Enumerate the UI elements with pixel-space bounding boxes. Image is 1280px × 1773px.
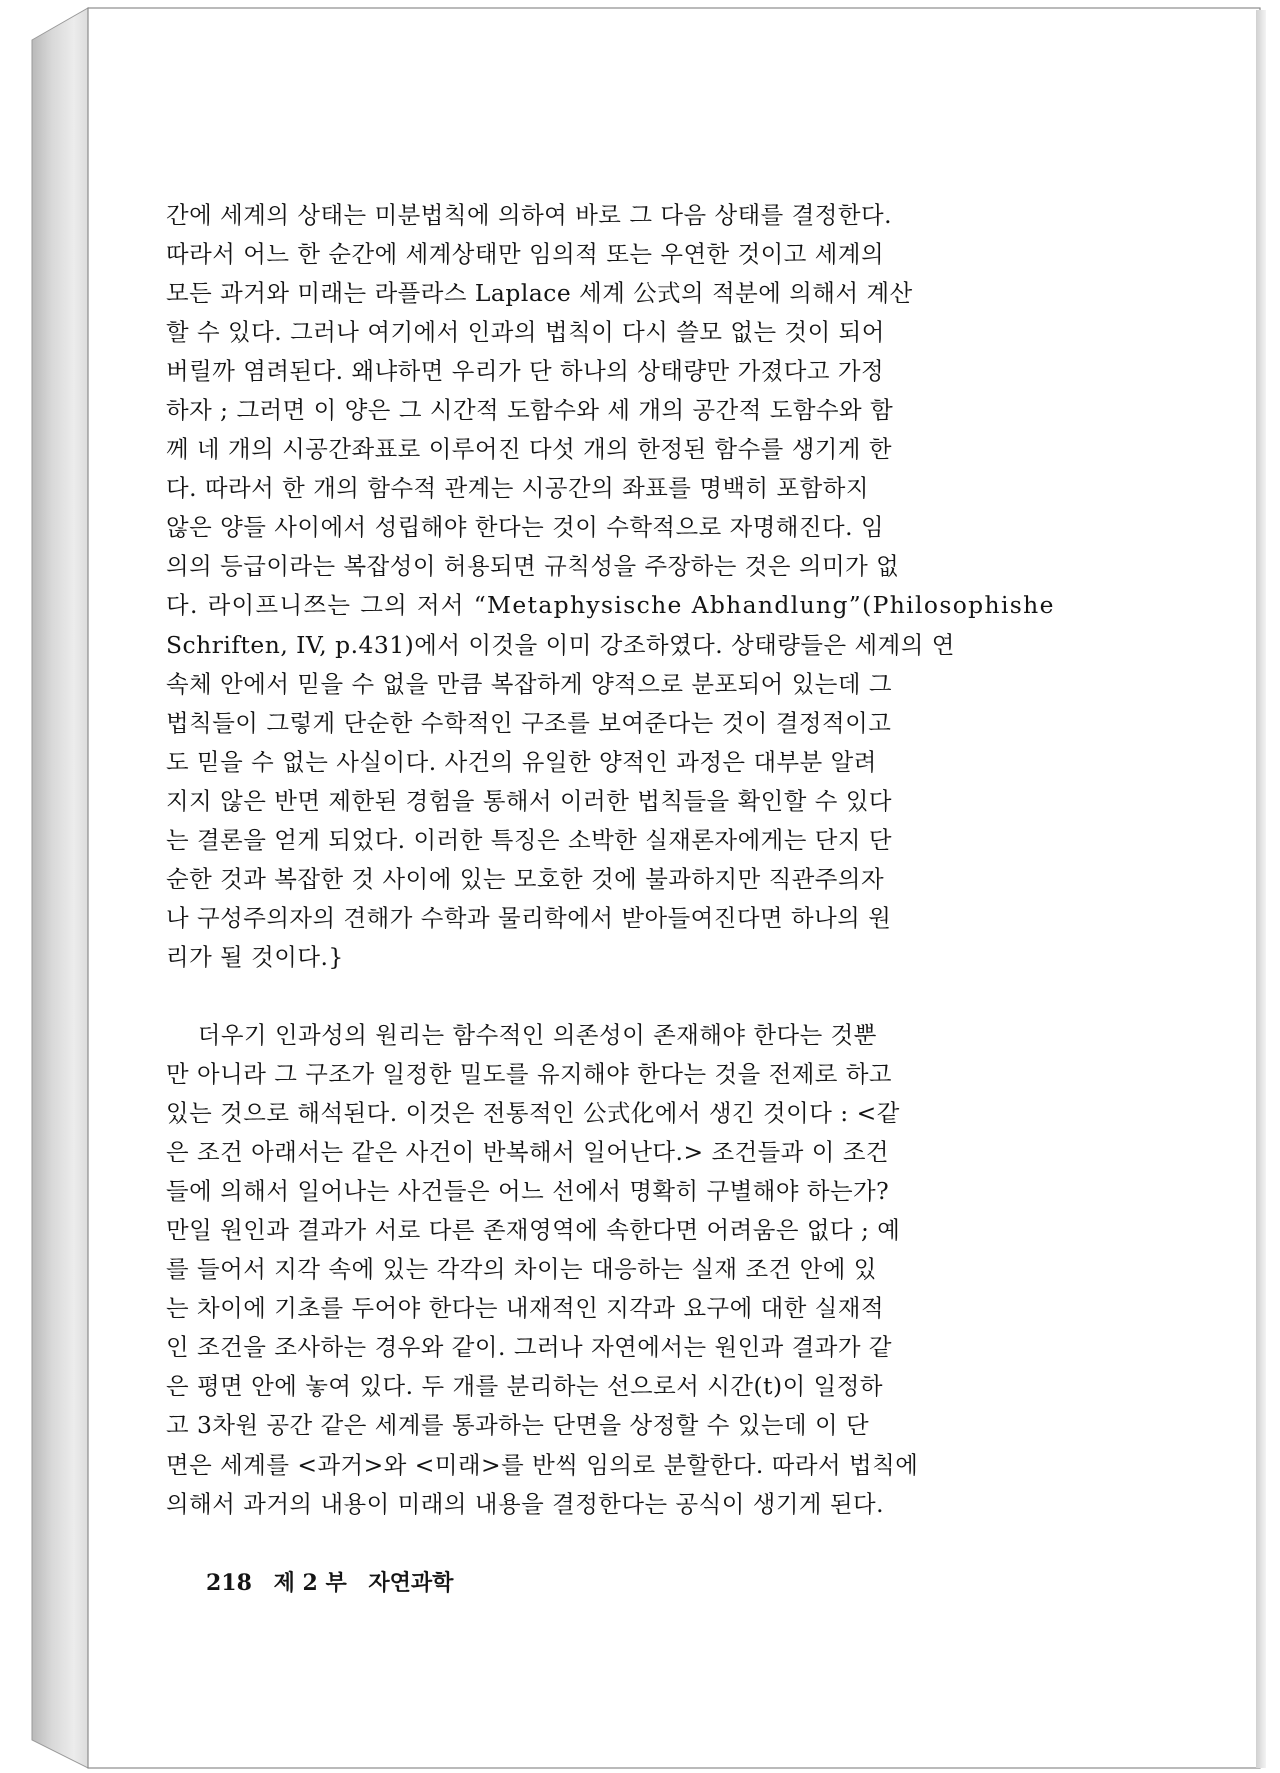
text-line: 있는 것으로 해석된다. 이것은 전통적인 公式化에서 생긴 것이다 : <같 — [166, 1099, 900, 1128]
text-line: 할 수 있다. 그러나 여기에서 인과의 법칙이 다시 쓸모 없는 것이 되어 — [166, 318, 885, 347]
text-line: 의해서 과거의 내용이 미래의 내용을 결정한다는 공식이 생기게 된다. — [166, 1489, 885, 1518]
paragraph-gap — [166, 977, 1054, 1016]
text-line: 도 믿을 수 없는 사실이다. 사건의 유일한 양적인 과정은 대부분 알려 — [166, 747, 877, 776]
text-line: 를 들어서 지각 속에 있는 각각의 차이는 대응하는 실재 조건 안에 있 — [166, 1255, 877, 1284]
part-label: 제 2 부 — [273, 1570, 347, 1596]
text-line: 리가 될 것이다.} — [166, 942, 344, 971]
paragraph-1 — [166, 196, 1054, 977]
text-line: 만 아니라 그 구조가 일정한 밀도를 유지해야 한다는 것을 전제로 하고 — [166, 1060, 893, 1089]
text-line: 들에 의해서 일어나는 사건들은 어느 선에서 명확히 구별해야 하는가? — [166, 1177, 890, 1206]
text-line: 지지 않은 반면 제한된 경험을 통해서 이러한 법칙들을 확인할 수 있다 — [166, 786, 893, 815]
text-line: 다. 따라서 한 개의 함수적 관계는 시공간의 좌표를 명백히 포함하지 — [166, 474, 869, 503]
text-line: 는 결론을 얻게 되었다. 이러한 특징은 소박한 실재론자에게는 단지 단 — [166, 825, 893, 854]
text-line: 는 차이에 기초를 두어야 한다는 내재적인 지각과 요구에 대한 실재적 — [166, 1294, 885, 1323]
text-line: 께 네 개의 시공간좌표로 이루어진 다섯 개의 한정된 함수를 생기게 한 — [166, 435, 893, 464]
main-text-block — [166, 196, 1054, 1524]
text-line: Schriften, IV, p.431)에서 이것을 이미 강조하였다. 상태량들은 세계의 연 — [166, 630, 955, 659]
text-line: 인 조건을 조사하는 경우와 같이. 그러나 자연에서는 원인과 결과가 같 — [166, 1333, 893, 1362]
paragraph-2 — [166, 1016, 1054, 1524]
text-line: 하자 ; 그러면 이 양은 그 시간적 도함수와 세 개의 공간적 도함수와 함 — [166, 396, 894, 425]
text-line: 고 3차원 공간 같은 세계를 통과하는 단면을 상정할 수 있는데 이 단 — [166, 1411, 870, 1440]
page-number: 218 — [206, 1570, 252, 1596]
text-line: 버릴까 염려된다. 왜냐하면 우리가 단 하나의 상태량만 가졌다고 가정 — [166, 357, 885, 386]
text-line: 법칙들이 그렇게 단순한 수학적인 구조를 보여준다는 것이 결정적이고 — [166, 708, 892, 737]
text-line: 순한 것과 복잡한 것 사이에 있는 모호한 것에 불과하지만 직관주의자 — [166, 864, 885, 893]
text-line: 다. 라이프니쯔는 그의 저서 “Metaphysische Abhandlung”(Philosophishe — [166, 591, 1055, 620]
text-line: 나 구성주의자의 견해가 수학과 물리학에서 받아들여진다면 하나의 원 — [166, 903, 892, 932]
section-title: 자연과학 — [368, 1570, 454, 1596]
text-line: 은 평면 안에 놓여 있다. 두 개를 분리하는 선으로서 시간(t)이 일정하 — [166, 1372, 883, 1401]
text-line: 속체 안에서 믿을 수 없을 만큼 복잡하게 양적으로 분포되어 있는데 그 — [166, 669, 893, 698]
text-line: 면은 세계를 <과거>와 <미래>를 반씩 임의로 분할한다. 따라서 법칙에 — [166, 1450, 919, 1479]
page-footer — [206, 1566, 467, 1597]
text-line: 모든 과거와 미래는 라플라스 Laplace 세계 公式의 적분에 의해서 계산 — [166, 279, 913, 308]
text-line: 않은 양들 사이에서 성립해야 한다는 것이 수학적으로 자명해진다. 임 — [166, 513, 885, 542]
text-line: 의의 등급이라는 복잡성이 허용되면 규칙성을 주장하는 것은 의미가 없 — [166, 552, 900, 581]
text-line: 간에 세계의 상태는 미분법칙에 의하여 바로 그 다음 상태를 결정한다. — [166, 201, 893, 229]
text-line: 따라서 어느 한 순간에 세계상태만 임의적 또는 우연한 것이고 세계의 — [166, 240, 885, 269]
text-line: 은 조건 아래서는 같은 사건이 반복해서 일어난다.> 조건들과 이 조건 — [166, 1138, 890, 1167]
text-line: 만일 원인과 결과가 서로 다른 존재영역에 속한다면 어려움은 없다 ; 예 — [166, 1216, 901, 1245]
text-line: 더우기 인과성의 원리는 함수적인 의존성이 존재해야 한다는 것뿐 — [166, 1020, 877, 1049]
